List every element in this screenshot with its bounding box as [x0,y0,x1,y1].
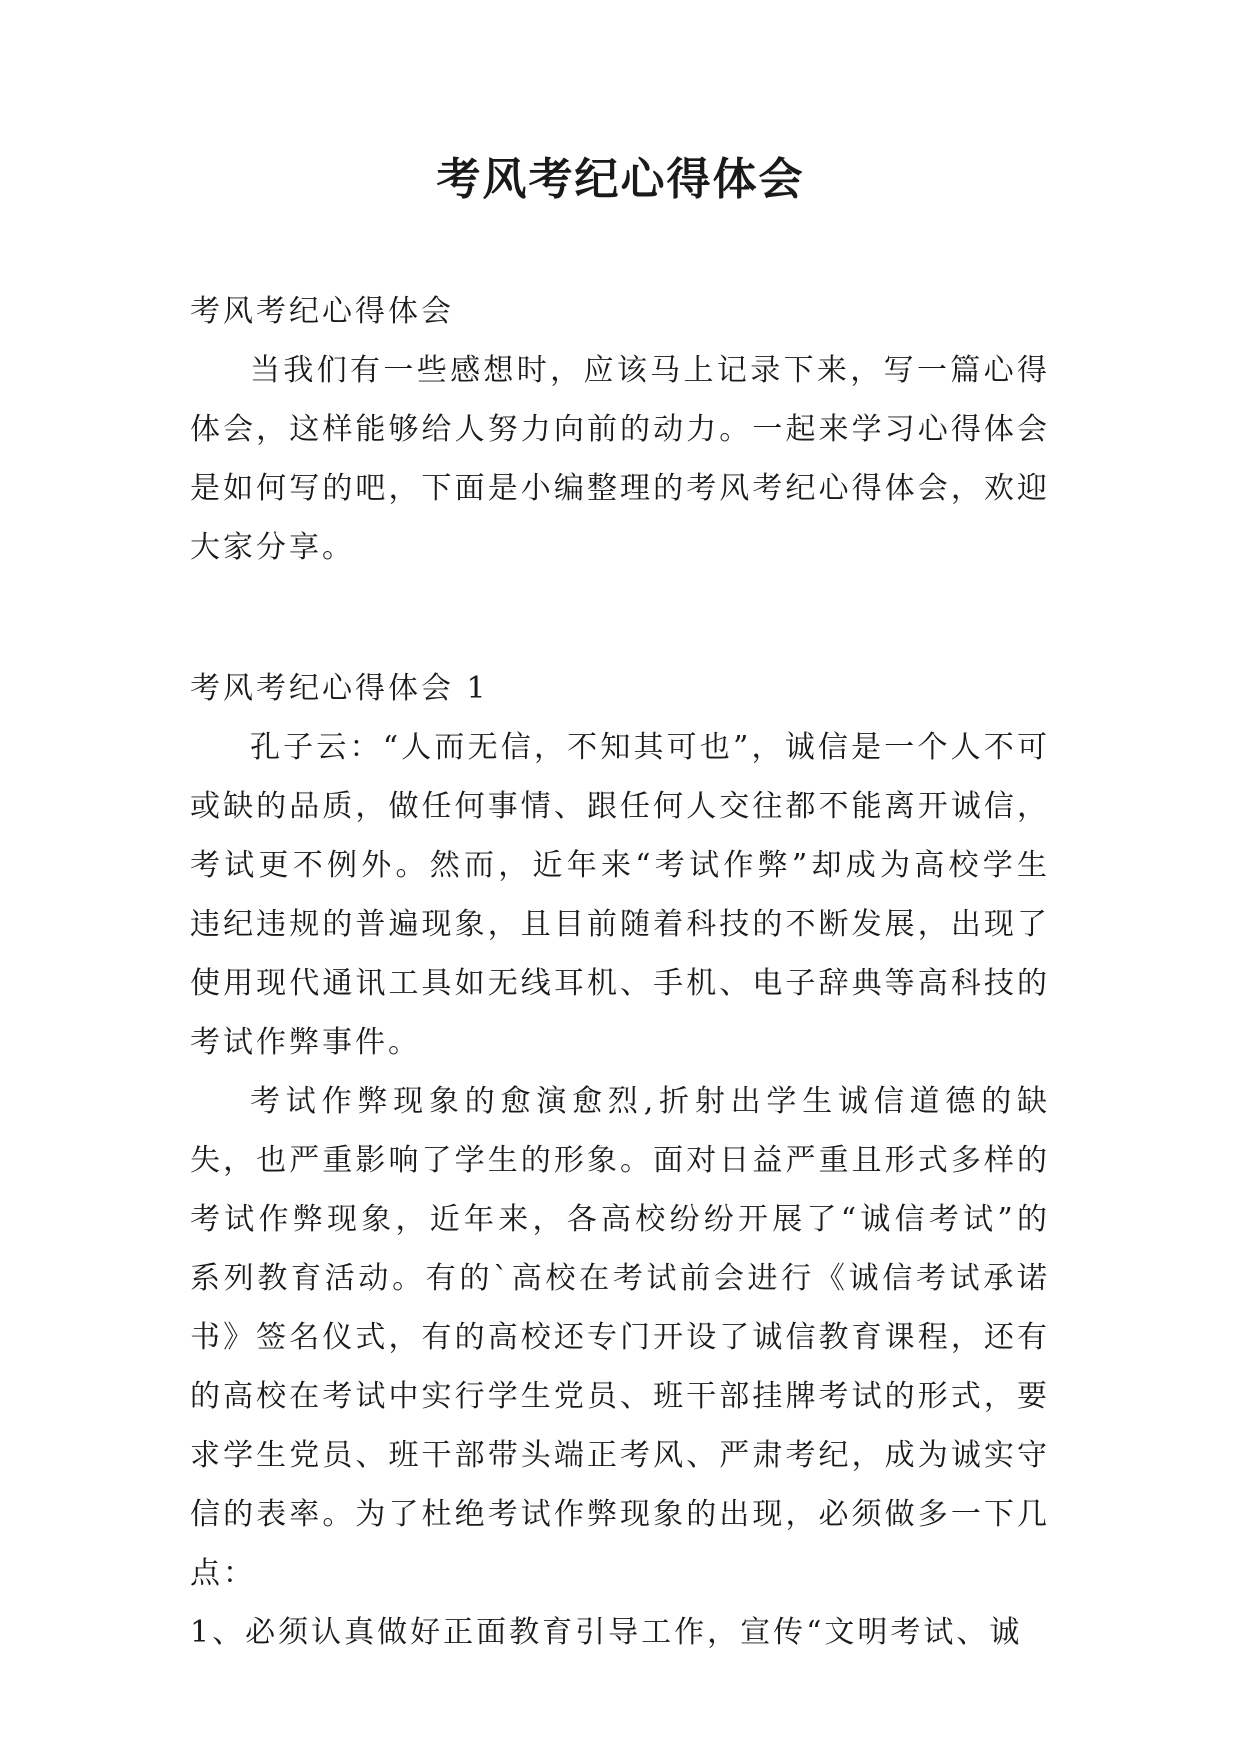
section1-paragraph-1: 孔子云：“人而无信，不知其可也”，诚信是一个人不可或缺的品质，做任何事情、跟任何人交往都不能离开诚信，考试更不例外。然而，近年来“考试作弊”却成为高校学生违纪违规的普遍现象，且目前随着科技的不断发展，出现了使用现代通讯工具如无线耳机、手机、电子辞典等高科技的考试作弊事件。 [190,730,1050,1060]
intro-heading: 考风考纪心得体会 [190,294,454,329]
document-body [190,282,1050,1662]
section1-heading: 考风考纪心得体会 1 [190,671,489,706]
section1-paragraph-2: 考试作弊现象的愈演愈烈,折射出学生诚信道德的缺失，也严重影响了学生的形象。面对日益严重且形式多样的考试作弊现象，近年来，各高校纷纷开展了“诚信考试”的系列教育活动。有的`高校在考试前会进行《诚信考试承诺书》签名仪式，有的高校还专门开设了诚信教育课程，还有的高校在考试中实行学生党员、班干部挂牌考试的形式，要求学生党员、班干部带头端正考风、严肃考纪，成为诚实守信的表率。为了杜绝考试作弊现象的出现，必须做多一下几点： [190,1084,1050,1591]
document-title: 考风考纪心得体会 [436,154,805,205]
section1-list-item-1: 1、必须认真做好正面教育引导工作，宣传“文明考试、诚 [190,1615,1023,1650]
intro-paragraph: 当我们有一些感想时，应该马上记录下来，写一篇心得体会，这样能够给人努力向前的动力。一起来学习心得体会是如何写的吧，下面是小编整理的考风考纪心得体会，欢迎大家分享。 [190,353,1050,565]
section-spacer [190,577,1050,659]
